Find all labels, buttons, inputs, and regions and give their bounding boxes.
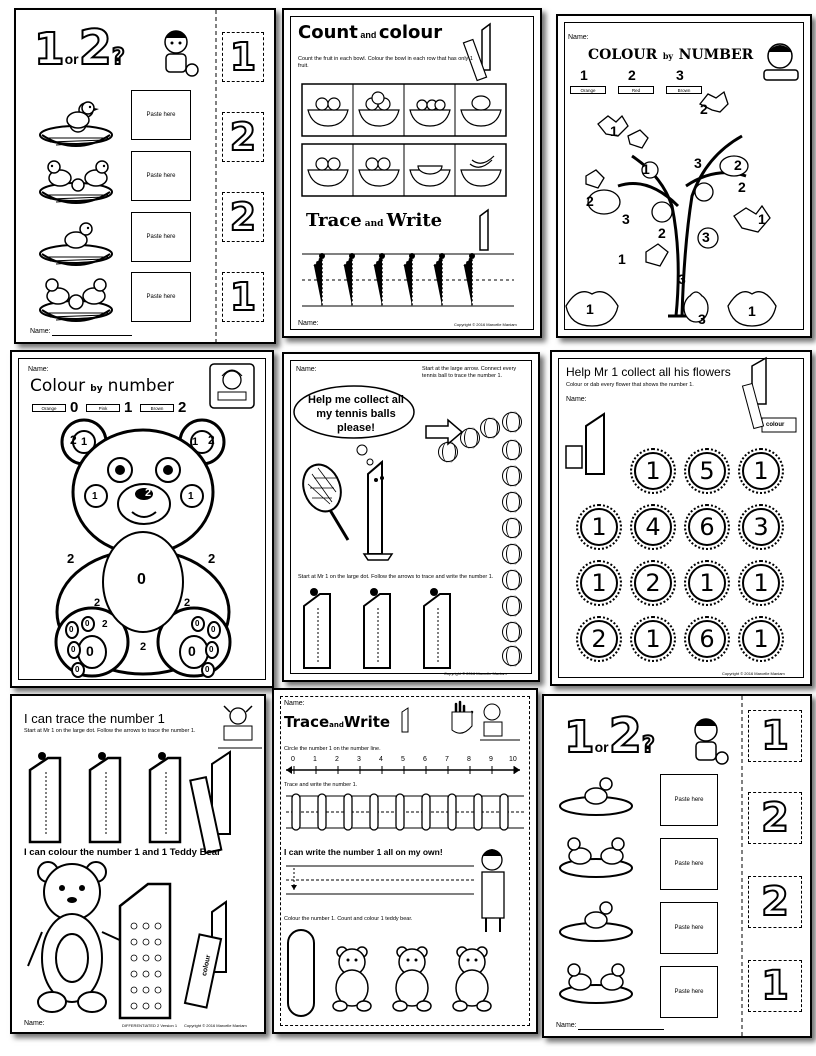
- number-line-label: 6: [423, 756, 427, 763]
- nest-with-1-bird-icon: [40, 102, 112, 146]
- name-label: Name:: [298, 320, 319, 327]
- number-line-label: 8: [467, 756, 471, 763]
- paste-box[interactable]: Paste here: [660, 838, 718, 890]
- area-number: 2: [102, 619, 108, 630]
- flower[interactable]: 2: [576, 616, 622, 662]
- area-number: 0: [211, 625, 216, 634]
- name-label: Name:: [24, 1020, 45, 1027]
- area-number: 1: [192, 436, 199, 448]
- colour-area-illustrations: [274, 690, 538, 1034]
- own-write-instructions: I can write the number 1 all on my own!: [284, 847, 443, 857]
- teddy-bear-icon: [333, 947, 371, 1011]
- area-number: 1: [586, 301, 594, 317]
- title-1-or-2: 1or2?: [564, 708, 655, 764]
- key-number: 0: [70, 399, 79, 416]
- area-number: 1: [642, 161, 650, 177]
- trace-number-1-row: [284, 354, 540, 682]
- paste-box[interactable]: Paste here: [660, 774, 718, 826]
- area-number: 2: [70, 433, 77, 447]
- cut-out-number-card[interactable]: 2: [222, 192, 264, 242]
- area-number: 3: [694, 155, 702, 171]
- cut-out-number-card[interactable]: 1: [748, 710, 802, 762]
- number-line-label: 9: [489, 756, 493, 763]
- bottom-instructions: Start at Mr 1 on the large dot. Follow the arrows to trace and write the number 1.: [298, 574, 494, 580]
- copyright: Copyright © 2016 Marcelle Maniam: [454, 322, 517, 327]
- area-number: 2: [94, 597, 101, 609]
- paste-box[interactable]: Paste here: [131, 151, 191, 201]
- cut-out-number-card[interactable]: 1: [748, 960, 802, 1012]
- area-number: 1: [758, 211, 766, 227]
- nest-with-2-birds-icon: [40, 161, 112, 203]
- number-line-label: 1: [313, 756, 317, 763]
- area-number: 0: [71, 645, 76, 654]
- area-number: 1: [618, 251, 626, 267]
- area-number: 1: [610, 123, 618, 139]
- autumn-tree-illustration: [558, 16, 812, 338]
- name-line: [52, 335, 132, 336]
- worksheet-trace-and-write: [272, 688, 538, 1034]
- area-number: 2: [586, 193, 594, 209]
- circle-instructions: Circle the number 1 on the number line.: [284, 746, 381, 752]
- colour-sign: colour: [201, 954, 213, 977]
- key-crayon-brown: Brown: [140, 404, 174, 412]
- bear-and-number-1-illustration: [12, 696, 266, 1034]
- key-crayon-pink: Pink: [86, 404, 120, 412]
- trace-and-write-title: Trace and Write: [306, 210, 443, 231]
- page-title: COLOUR by NUMBER: [588, 47, 754, 63]
- area-number: 2: [734, 157, 742, 173]
- worksheet-colour-by-number-bear: [10, 350, 274, 688]
- copyright: Copyright © 2016 Marcelle Maniam: [722, 671, 785, 676]
- page-title: I can trace the number 1: [24, 711, 165, 726]
- worksheet-1-or-2-paste-copy: [542, 694, 812, 1038]
- area-number: 2: [140, 641, 147, 653]
- area-number: 2: [184, 597, 191, 609]
- key-number: 2: [628, 67, 636, 83]
- number-line-label: 0: [291, 756, 295, 763]
- number-line-label: 2: [335, 756, 339, 763]
- area-number: 1: [92, 491, 98, 502]
- instructions: Start at Mr 1 on the large dot. Follow the arrows to trace the number 1.: [24, 728, 196, 734]
- nest-with-2-birds-2-icon: [40, 279, 112, 321]
- name-label: Name:: [28, 366, 49, 373]
- paste-box[interactable]: Paste here: [660, 902, 718, 954]
- flower[interactable]: 2: [630, 560, 676, 606]
- flower[interactable]: 3: [738, 504, 784, 550]
- area-number: 3: [678, 271, 686, 287]
- key-crayon-red: Red: [618, 86, 654, 94]
- instructions: Start at the large arrow. Connect every tennis ball to trace the number 1.: [422, 366, 517, 379]
- flower[interactable]: 4: [630, 504, 676, 550]
- flower[interactable]: 1: [738, 616, 784, 662]
- subtitle: I can colour the number 1 and 1 Teddy Bear: [24, 847, 221, 858]
- teddy-bear-illustration: [12, 352, 274, 688]
- cut-out-number-card[interactable]: 2: [748, 876, 802, 928]
- key-number: 1: [580, 67, 588, 83]
- flower[interactable]: 1: [576, 560, 622, 606]
- name-line: [578, 1029, 664, 1030]
- cut-out-number-card[interactable]: 2: [222, 112, 264, 162]
- name-label: Name:: [556, 1022, 577, 1029]
- trace-lines: [284, 10, 542, 338]
- name-label: Name:: [568, 34, 589, 41]
- flower[interactable]: 1: [630, 616, 676, 662]
- area-number: 0: [85, 619, 90, 628]
- instructions: Colour or dab every flower that shows the number 1.: [566, 382, 694, 388]
- worksheet-1-or-2-paste: [14, 8, 276, 344]
- worksheet-collect-flowers: [550, 350, 812, 686]
- number-line-label: 4: [379, 756, 383, 763]
- flower[interactable]: 1: [684, 560, 730, 606]
- trace-instructions: Trace and write the number 1.: [284, 782, 358, 788]
- flower[interactable]: 1: [738, 560, 784, 606]
- key-crayon-orange: Orange: [570, 86, 606, 94]
- instructions: Count the fruit in each bowl. Colour the bowl in each row that has only 1 fruit.: [298, 56, 473, 69]
- key-crayon-orange: Orange: [32, 404, 66, 412]
- paste-box[interactable]: Paste here: [660, 966, 718, 1018]
- copyright: Copyright © 2016 Marcelle Maniam: [444, 671, 507, 676]
- key-number: 3: [676, 67, 684, 83]
- flower[interactable]: 6: [684, 616, 730, 662]
- area-number: 2: [700, 101, 708, 117]
- footer-version: DIFFERENTIATED 2 Version 1: [122, 1023, 178, 1028]
- number-line-label: 3: [357, 756, 361, 763]
- area-number: 3: [698, 311, 706, 327]
- area-number: 0: [75, 665, 80, 674]
- teddy-bear-icon: [393, 947, 431, 1011]
- name-label: Name:: [284, 700, 305, 707]
- area-number: 0: [205, 665, 210, 674]
- area-number: 0: [209, 645, 214, 654]
- page-title: TraceandWrite: [284, 713, 391, 731]
- name-label: Name:: [296, 366, 317, 373]
- area-number: 1: [748, 303, 756, 319]
- worksheet-trace-number-1: [10, 694, 266, 1034]
- area-number: 2: [208, 433, 215, 447]
- flower[interactable]: 5: [684, 448, 730, 494]
- area-number: 2: [145, 487, 152, 499]
- teddy-bear-icon: [453, 947, 491, 1011]
- area-number: 3: [622, 211, 630, 227]
- area-number: 2: [658, 225, 666, 241]
- cut-out-number-card[interactable]: 1: [222, 32, 264, 82]
- title-1-or-2: 1or2?: [34, 20, 125, 76]
- page-title: Count and colour: [298, 22, 443, 43]
- paste-box[interactable]: Paste here: [131, 212, 191, 262]
- worksheet-count-and-colour: [282, 8, 542, 338]
- area-number: 1: [81, 436, 88, 448]
- flower[interactable]: 1: [630, 448, 676, 494]
- worksheet-colour-by-number-tree: [556, 14, 812, 338]
- area-number: 2: [738, 179, 746, 195]
- number-line-label: 10: [509, 756, 517, 763]
- number-line-label: 5: [401, 756, 405, 763]
- area-number: 0: [86, 643, 94, 659]
- speech-bubble-text: Help me collect all my tennis balls please!: [308, 394, 404, 434]
- key-number: 1: [124, 399, 133, 416]
- copyright: Copyright © 2016 Marcelle Maniam: [184, 1023, 247, 1028]
- nest-with-1-bird-2-icon: [40, 223, 112, 265]
- area-number: 0: [195, 619, 200, 628]
- number-line-label: 7: [445, 756, 449, 763]
- page-title: Help Mr 1 collect all his flowers: [566, 365, 731, 379]
- area-number: 3: [702, 229, 710, 245]
- name-label: Name:: [30, 328, 51, 335]
- flower[interactable]: 1: [738, 448, 784, 494]
- key-number: 2: [178, 399, 187, 416]
- name-label: Name:: [566, 396, 587, 403]
- flower[interactable]: 1: [576, 504, 622, 550]
- paste-box[interactable]: Paste here: [131, 90, 191, 140]
- worksheet-tennis-balls: [282, 352, 540, 682]
- area-number: 2: [67, 551, 75, 566]
- area-number: 0: [188, 643, 196, 659]
- colour-instructions: Colour the number 1. Count and colour 1 teddy bear.: [284, 916, 413, 922]
- cut-out-number-card[interactable]: 1: [222, 272, 264, 322]
- page-title: Colour by number: [30, 376, 175, 396]
- key-crayon-brown: Brown: [666, 86, 702, 94]
- area-number: 0: [137, 571, 146, 588]
- flower[interactable]: 6: [684, 504, 730, 550]
- paste-box[interactable]: Paste here: [131, 272, 191, 322]
- colour-sign: colour: [766, 422, 785, 428]
- area-number: 0: [69, 625, 74, 634]
- area-number: 1: [188, 491, 194, 502]
- area-number: 2: [208, 551, 216, 566]
- cut-out-number-card[interactable]: 2: [748, 792, 802, 844]
